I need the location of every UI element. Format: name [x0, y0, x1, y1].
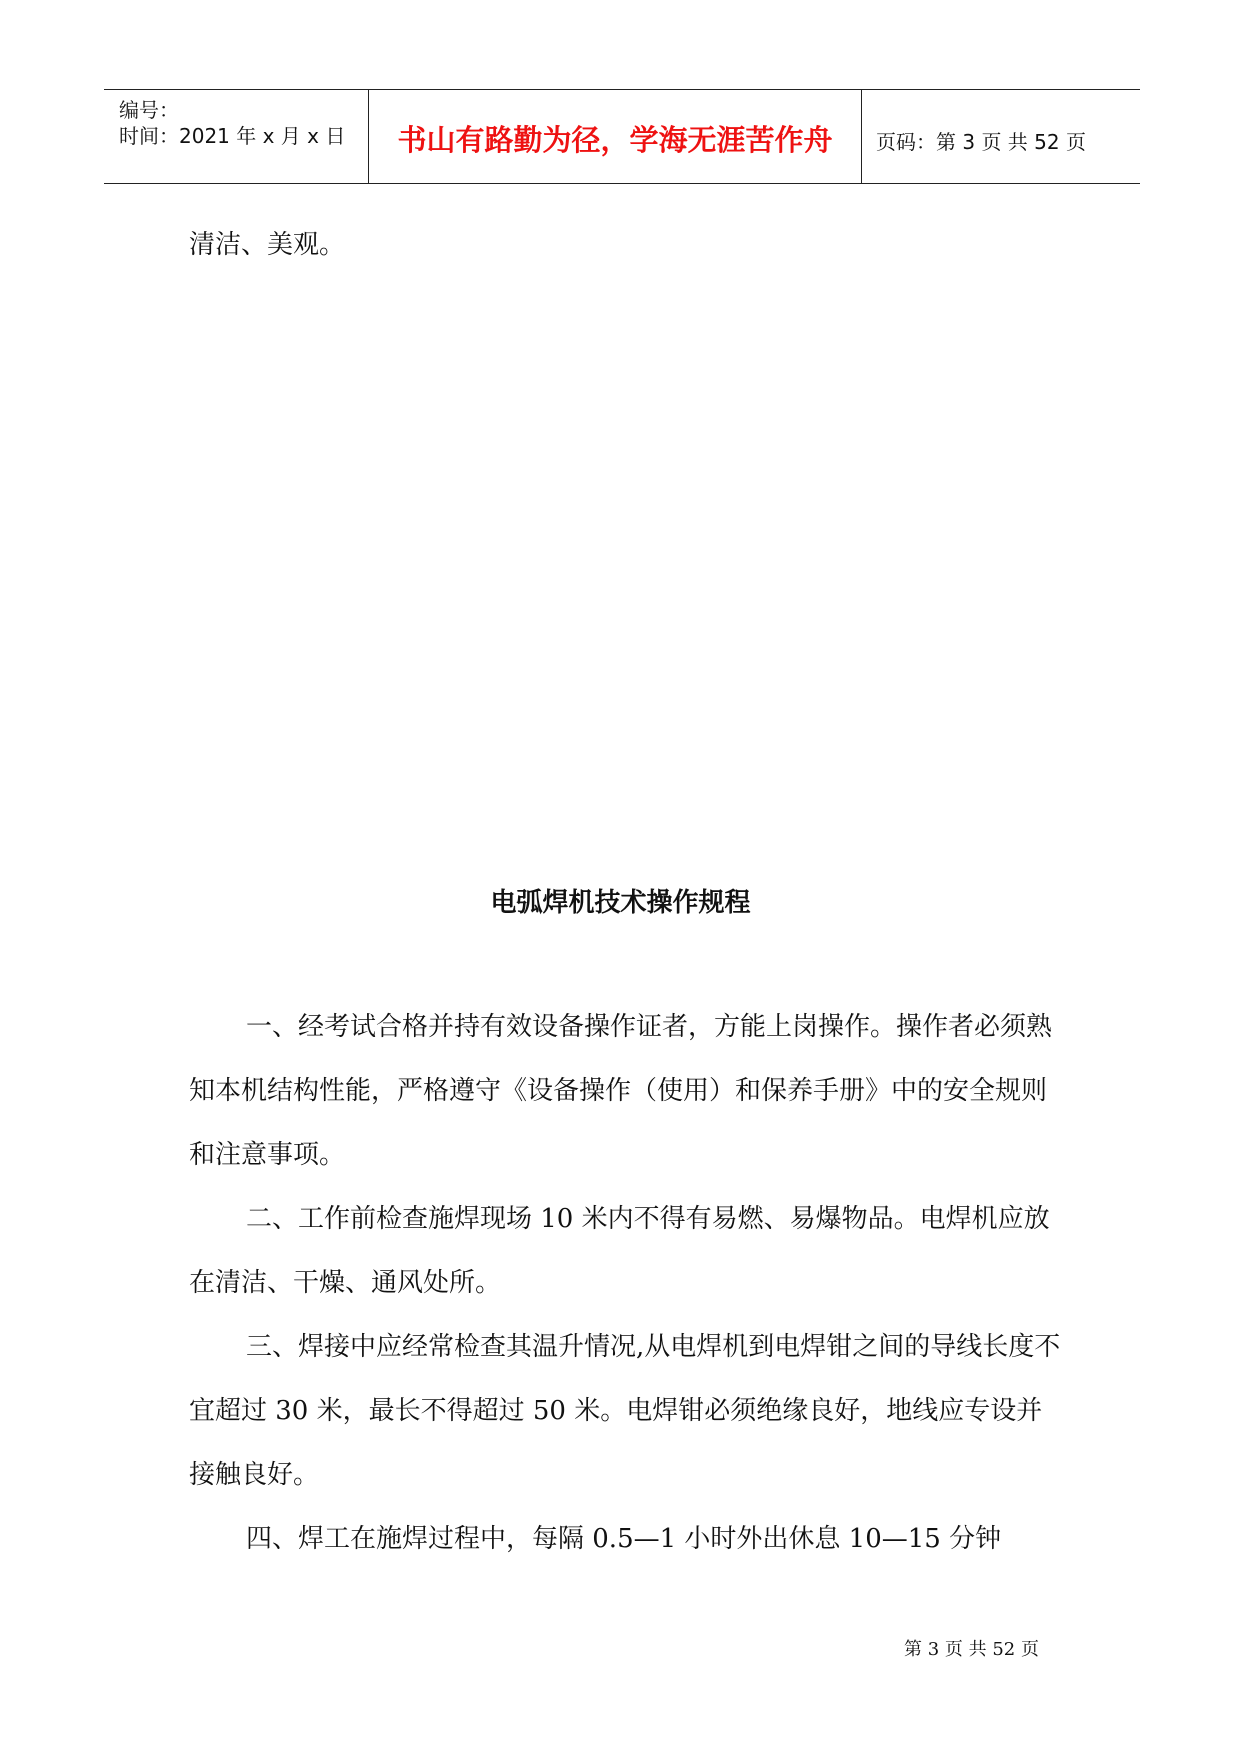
header-meta-cell [104, 90, 369, 183]
paragraph-3: 三、焊接中应经常检查其温升情况,从电焊机到电焊钳之间的导线长度不宜超过 30 米，最长不得超过 50 米。电焊钳必须绝缘良好，地线应专设并接触良好。 [189, 1332, 1061, 1490]
paragraph-1: 一、经考试合格并持有效设备操作证者，方能上岗操作。操作者必须熟知本机结构性能，严格遵守《设备操作（使用）和保养手册》中的安全规则和注意事项。 [189, 1012, 1053, 1170]
paragraph-2: 二、工作前检查施焊现场 10 米内不得有易燃、易爆物品。电焊机应放在清洁、干燥、通风处所。 [189, 1204, 1050, 1298]
page-footer: 第 3 页 共 52 页 [904, 1639, 1039, 1660]
header-motto: 书山有路勤为径，学海无涯苦作舟 [397, 123, 833, 157]
section-title: 电弧焊机技术操作规程 [490, 888, 751, 918]
header-motto-cell [369, 90, 862, 183]
continued-paragraph: 清洁、美观。 [189, 230, 346, 260]
document-number-label: 编号： [119, 98, 179, 122]
header-page-cell [862, 90, 1140, 183]
page-header [104, 89, 1140, 184]
paragraph-4: 四、焊工在施焊过程中，每隔 0.5—1 小时外出休息 10—15 分钟 [246, 1524, 1002, 1554]
document-date: 时间：2021 年 x 月 x 日 [119, 124, 346, 148]
header-page-number: 页码：第 3 页 共 52 页 [876, 130, 1086, 154]
